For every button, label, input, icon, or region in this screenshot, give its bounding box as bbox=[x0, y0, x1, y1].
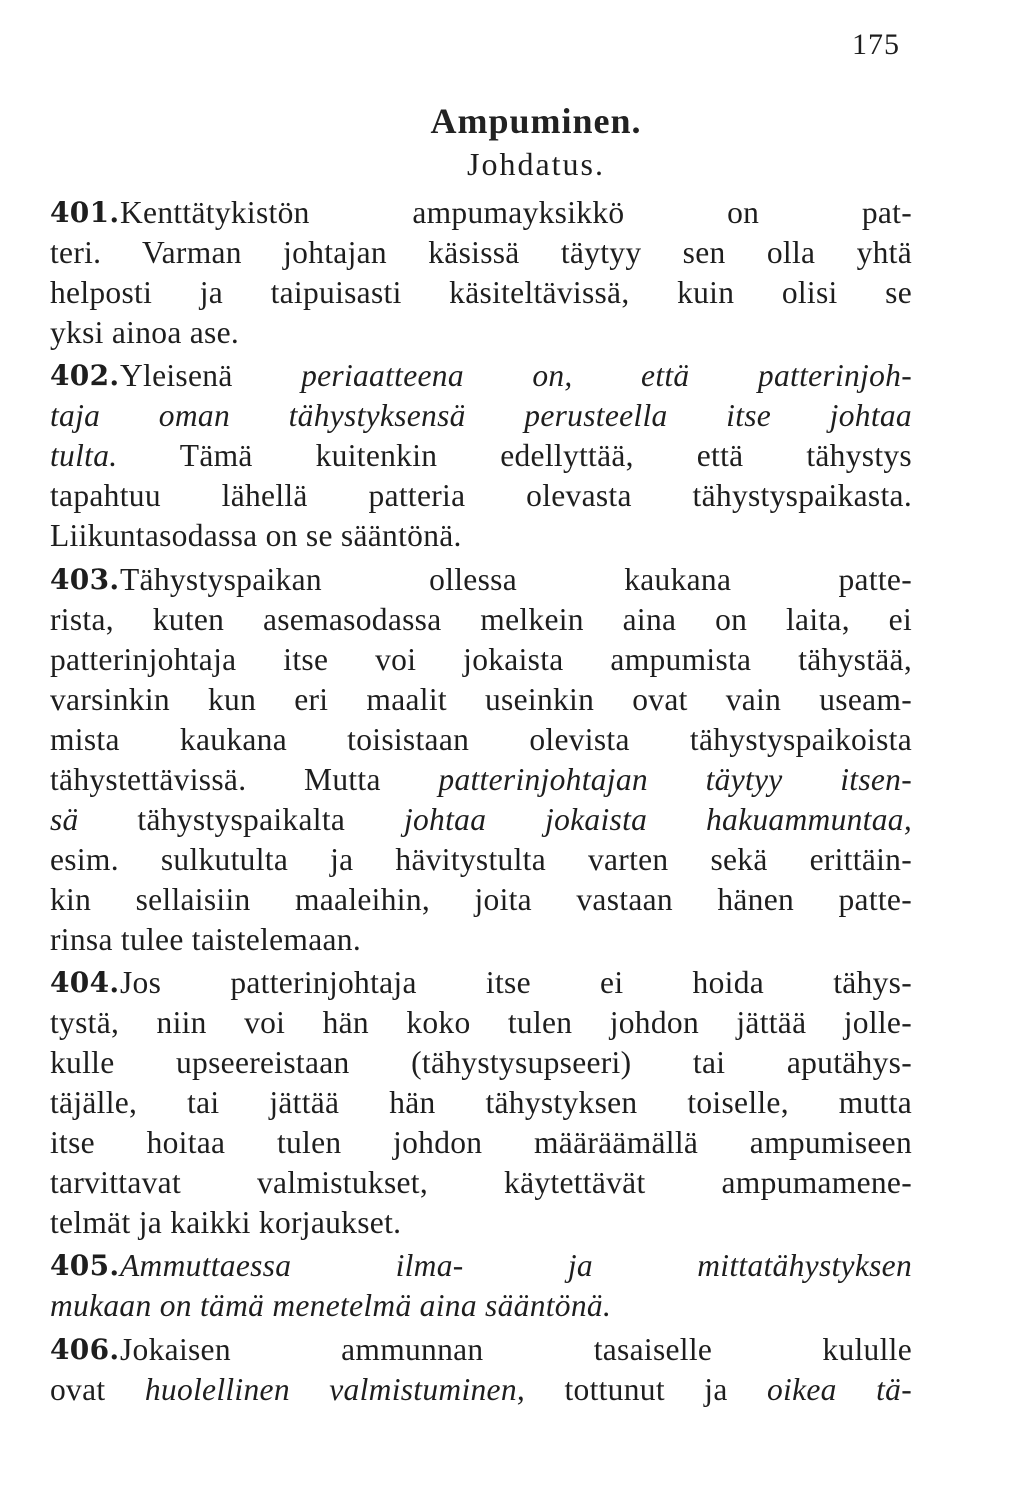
paragraph-number: 401. bbox=[50, 196, 120, 229]
text-line: tapahtuu lähellä patteria olevasta tähystyspaikasta. bbox=[50, 478, 912, 513]
text-line: varsinkin kun eri maalit useinkin ovat vain useam- bbox=[50, 682, 912, 717]
paragraph-number: 403. bbox=[50, 563, 120, 596]
text-line: rista, kuten asemasodassa melkein aina on laita, ei bbox=[50, 602, 912, 637]
text-line: 402. Yleisenä periaatteena on, että patterinjoh- bbox=[120, 356, 912, 396]
text-line: rinsa tulee taistelemaan. bbox=[50, 922, 361, 957]
page-number: 175 bbox=[852, 28, 900, 61]
text-line: 403. Tähystyspaikan ollessa kaukana patte- bbox=[120, 560, 912, 600]
text-line: 405. Ammuttaessa ilma- ja mittatähystyksen bbox=[120, 1246, 912, 1286]
text-line: yksi ainoa ase. bbox=[50, 315, 240, 350]
text-line: 406. Jokaisen ammunnan tasaiselle kululle bbox=[120, 1330, 912, 1370]
text-line: 401. Kenttätykistön ampumayksikkö on pat- bbox=[120, 193, 912, 233]
text-line: tarvittavat valmistukset, käytettävät ampumamene- bbox=[50, 1165, 912, 1200]
text-line: telmät ja kaikki korjaukset. bbox=[50, 1205, 402, 1240]
text-line: teri. Varman johtajan käsissä täytyy sen olla yhtä bbox=[50, 235, 912, 270]
text-line: täjälle, tai jättää hän tähystyksen toiselle, mutta bbox=[50, 1085, 912, 1120]
text-line: tähystettävissä. Mutta patterinjohtajan täytyy itsen- bbox=[50, 762, 912, 797]
paragraph-number: 402. bbox=[50, 359, 120, 392]
paragraph-number: 405. bbox=[50, 1249, 120, 1282]
text-line: tulta. Tämä kuitenkin edellyttää, että tähystys bbox=[50, 438, 912, 473]
text-line: ovat huolellinen valmistuminen, tottunut ja oikea tä- bbox=[50, 1372, 913, 1407]
paragraph-number: 404. bbox=[50, 966, 120, 999]
text-line: mista kaukana toisistaan olevista tähystyspaikoista bbox=[50, 722, 912, 757]
text-line: patterinjohtaja itse voi jokaista ampumista tähystää, bbox=[50, 642, 912, 677]
text-line: kulle upseereistaan (tähystysupseeri) tai aputähys- bbox=[50, 1045, 912, 1080]
text-line: taja oman tähystyksensä perusteella itse johtaa bbox=[50, 398, 912, 433]
section-title: Ampuminen. bbox=[430, 101, 642, 141]
paragraph-number: 406. bbox=[50, 1333, 120, 1366]
text-line: sä tähystyspaikalta johtaa jokaista hakuammuntaa, bbox=[50, 802, 912, 837]
text-line: mukaan on tämä menetelmä aina sääntönä. bbox=[50, 1288, 612, 1323]
text-line: esim. sulkutulta ja hävitystulta varten sekä erittäin- bbox=[50, 842, 912, 877]
text-line: helposti ja taipuisasti käsiteltävissä, kuin olisi se bbox=[50, 275, 912, 310]
text-line: Liikuntasodassa on se sääntönä. bbox=[50, 518, 462, 553]
text-line: kin sellaisiin maaleihin, joita vastaan hänen patte- bbox=[50, 882, 912, 917]
section-subtitle: Johdatus. bbox=[467, 146, 605, 182]
text-line: 404. Jos patterinjohtaja itse ei hoida tähys- bbox=[120, 963, 912, 1003]
text-line: tystä, niin voi hän koko tulen johdon jättää jolle- bbox=[50, 1005, 912, 1040]
text-line: itse hoitaa tulen johdon määräämällä ampumiseen bbox=[50, 1125, 912, 1160]
